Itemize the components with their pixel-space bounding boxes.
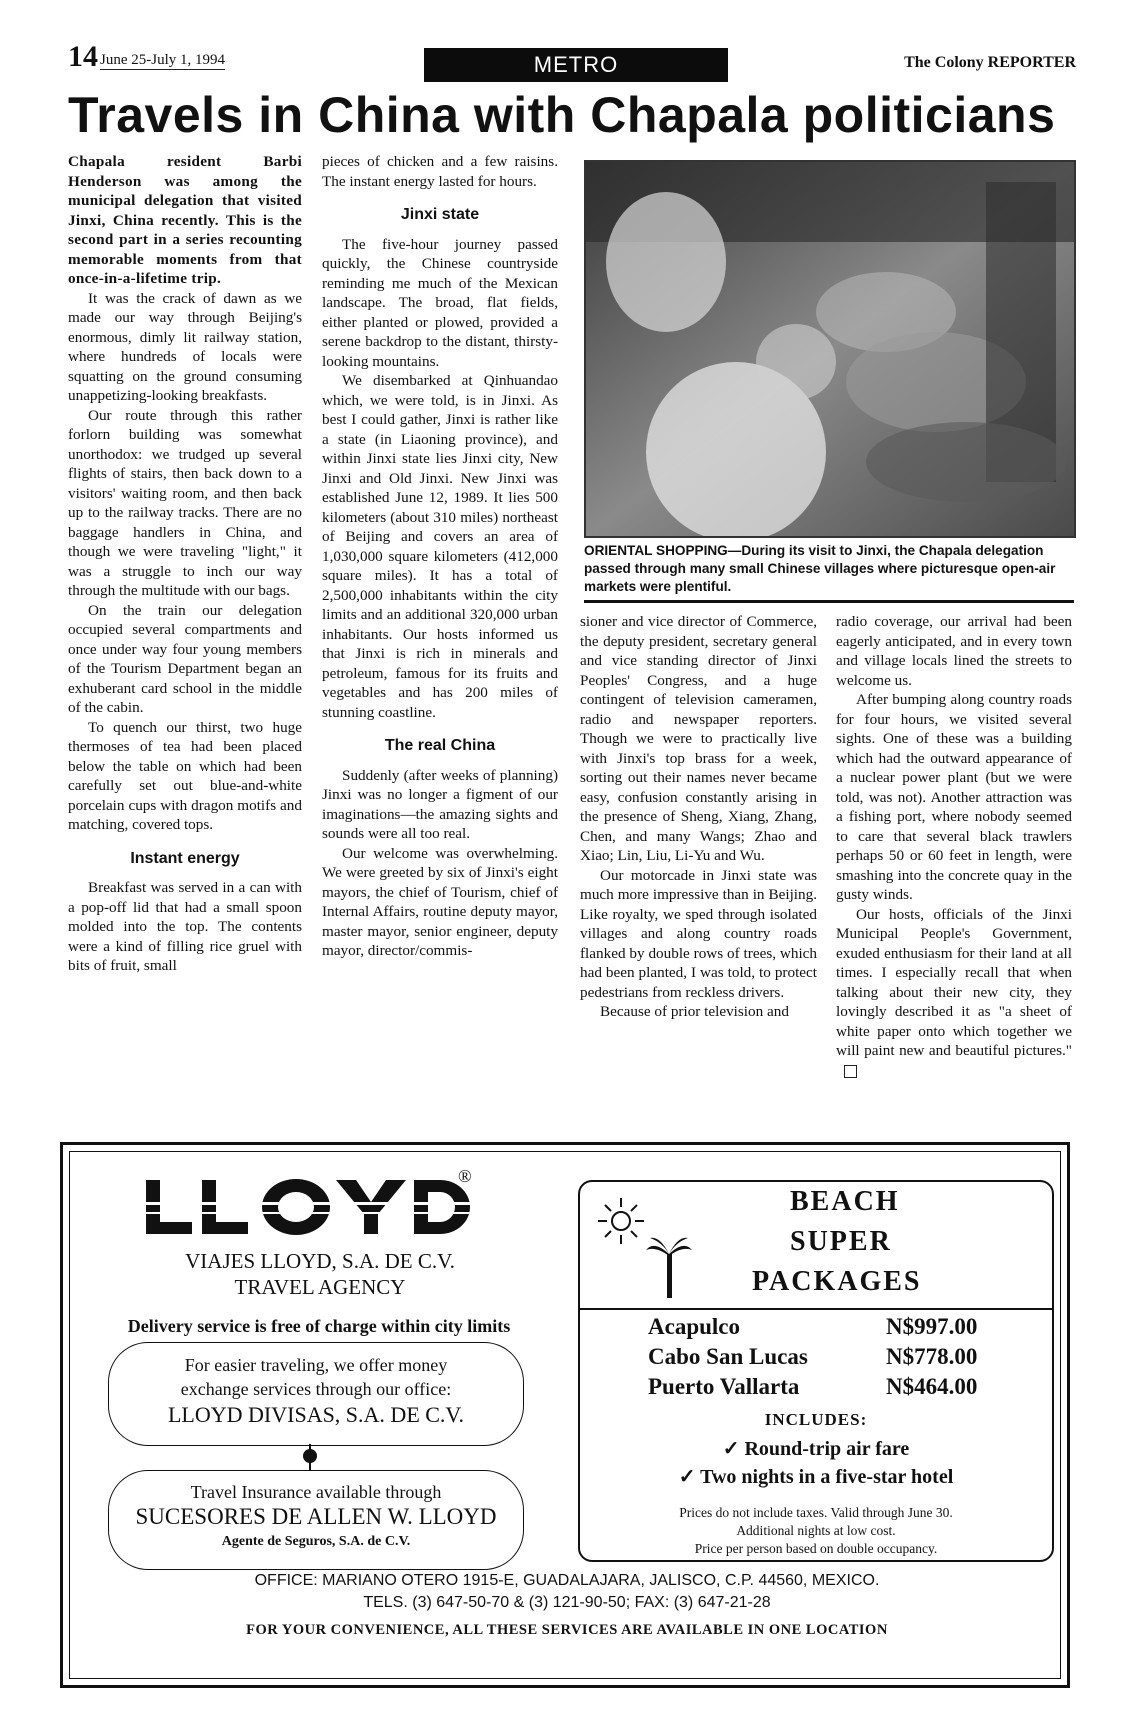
agency-name [130,1248,510,1300]
exchange-office-name: LLOYD DIVISAS, S.A. DE C.V. [167,1402,464,1427]
headline: Travels in China with Chapala politicians [68,87,1056,143]
section-label: METRO [424,48,728,82]
paragraph: Our welcome was overwhelming. We were greeted by six of Jinxi's eight mayors, the chief of Tourism, chief of Internal Affairs, routine deputy mayor, master mayor, senior engineer, deputy mayor, director/commis- [322,844,558,959]
fine-print-line: Prices do not include taxes. Valid through June 30. [679,1505,953,1520]
beach-title-line: SUPER [790,1226,892,1257]
office-contact [70,1570,1064,1614]
paragraph: Suddenly (after weeks of planning) Jinxi was no longer a figment of our imaginations—the amazing sights and sounds were all too real. [322,766,558,842]
subheading-jinxi-state: Jinxi state [400,206,480,223]
fine-print-line: Price per person based on double occupancy. [694,1541,938,1556]
delivery-note: Delivery service is free of charge within city limits [127,1316,511,1336]
beach-title-line: BEACH [790,1186,900,1217]
paragraph: pieces of chicken and a few raisins. The instant energy lasted for hours. [322,153,558,190]
beach-title-line: PACKAGES [752,1266,922,1297]
article-column-3 [580,612,817,1022]
ad-footer: FOR YOUR CONVENIENCE, ALL THESE SERVICES ARE AVAILABLE IN ONE LOCATION [246,1622,888,1638]
registered-mark: ® [458,1166,472,1186]
paragraph: After bumping along country roads for four hours, we visited several sights. One of these was a building which had the outward appearance of a nuclear power plant (but we were told, was not). Another attraction was a fishing port, where nobody seemed to care that several black trawlers perhaps 50 or 60 feet in length, were smashing into the concrete quay in the gusty winds. [836,691,1072,903]
insurance-text: Travel Insurance available through [190,1482,442,1502]
insurance-agent: Agente de Seguros, S.A. de C.V. [221,1534,411,1549]
package-destination: Puerto Vallarta [648,1374,800,1399]
article-column-1 [68,152,302,976]
sun-icon [596,1196,646,1246]
fine-print [578,1504,1054,1558]
paragraph: On the train our delegation occupied several compartments and once under way four young members of the Tourism Department began an exhuberant card school in the middle of the cabin. [68,601,302,716]
paragraph: It was the crack of dawn as we made our way through Beijing's enormous, dimly lit railway station, where hundreds of locals were squatting on the ground consuming unappetizing-looking breakfasts. [68,289,302,404]
package-destination: Acapulco [648,1314,740,1339]
paragraph: To quench our thirst, two huge thermoses of tea had been placed below the table on which had been carefully set out blue-and-white porcelain cups with dragon motifs and matching, covered tops. [68,718,302,833]
paragraph: The five-hour journey passed quickly, the Chinese countryside reminding me much of the Mexican landscape. The broad, flat fields, either planted or plowed, provided a serene backdrop to the distant, thirsty-looking mountains. [322,235,558,370]
page-number: 14 [68,40,98,73]
insurance-box [108,1470,524,1570]
exchange-text: exchange services through our office: [180,1379,452,1399]
photo-caption: ORIENTAL SHOPPING—During its visit to Jinxi, the Chapala delegation passed through many small Chinese villages where picturesque open-air markets were plentiful. [584,543,1056,594]
office-phones: TELS. (3) 647-50-70 & (3) 121-90-50; FAX: (3) 647-21-28 [363,1594,771,1611]
subheading-instant-energy: Instant energy [130,849,240,867]
paragraph: sioner and vice director of Commerce, the deputy president, secretary general and vice standing director of Jinxi Peoples' Congress, and a huge contingent of television cameramen, radio and newspaper reporters. Though we were to practically live with Jinxi's top brass for a week, sorting out their names never became easy, confusion constantly arising in the presence of Sheng, Xiang, Zhang, Chen, and many Wangs; Zhao and Xiao; Lin, Liu, Li-Yu and Wu. [580,613,817,864]
package-price: N$778.00 [886,1344,978,1369]
paragraph: Our route through this rather forlorn building was somewhat unorthodox: we trudged up several flights of stairs, then back down to a visitors' waiting room, and then back up to the railway tracks. There are no baggage handlers in China, and though we were traveling "light," it was a struggle to inch our way through the multitude with our bags. [68,406,302,599]
market-photo [584,160,1076,538]
agency-name-line: VIAJES LLOYD, S.A. DE C.V. [185,1249,455,1273]
subheading-real-china: The real China [384,737,496,754]
included-item: ✓ Two nights in a five-star hotel [678,1466,954,1488]
office-address: OFFICE: MARIANO OTERO 1915-E, GUADALAJARA, JALISCO, C.P. 44560, MEXICO. [254,1572,880,1589]
paragraph: radio coverage, our arrival had been eagerly anticipated, and in every town and village locals lined the streets to welcome us. [836,613,1072,689]
includes-label: INCLUDES: [764,1410,868,1429]
included-item: ✓ Round-trip air fare [722,1438,910,1460]
paragraph-text: Our hosts, officials of the Jinxi Municipal People's Government, exuded enthusiasm for their land at all times. I especially recall that when talking about their new city, they lovingly described it as "a sheet of white paper onto which together we will paint new and beautiful pictures." [836,905,1072,1059]
article-column-4 [836,612,1072,1080]
package-price: N$464.00 [886,1374,978,1399]
caption-rule [584,600,1074,603]
paragraph: Breakfast was served in a can with a pop-off lid that had a small spoon molded into the top. The contents were a kind of filling rice gruel with bits of fruit, small [68,879,302,974]
lloyd-logo [146,1172,476,1242]
money-exchange-box [108,1342,524,1446]
article-lead: Chapala resident Barbi Henderson was among the municipal delegation that visited Jinxi, China recently. This is the second part in a series recounting memorable moments from that once-in-a-lifetime trip. [68,153,302,287]
paragraph: We disembarked at Qinhuandao which, we were told, is in Jinxi. As best I could gather, Jinxi is rather like a state (in Liaoning province), and within Jinxi state lies Jinxi city, New Jinxi and Old Jinxi. New Jinxi was established June 12, 1989. It lies 500 kilometers (about 310 miles) northeast of Beijing and covers an area of 1,030,000 square kilometers (412,000 square miles). It has a total of 2,500,000 inhabitants within the city limits and an additional 320,000 urban inhabitants. Our hosts informed us that Jinxi is rich in minerals and petroleum, famous for its fruits and vegetables and has 200 miles of stunning coastline. [322,372,558,721]
package-destination: Cabo San Lucas [648,1344,808,1369]
paragraph: Our motorcade in Jinxi state was much more impressive than in Beijing. Like royalty, we sped through isolated villages and along country roads flanked by double rows of trees, which had been planted, I was told, to protect pedestrians from reckless drivers. [580,866,817,1001]
end-mark-icon [844,1065,857,1078]
agency-type: TRAVEL AGENCY [234,1275,406,1299]
connector-pin-icon [302,1444,318,1470]
photo-image [586,162,1074,536]
palm-tree-icon [646,1236,692,1298]
package-price: N$997.00 [886,1314,978,1339]
beach-divider [578,1308,1054,1310]
paper-name: The Colony REPORTER [904,54,1076,71]
insurance-company: SUCESORES DE ALLEN W. LLOYD [135,1504,497,1529]
paragraph: Because of prior television and [600,1003,789,1020]
article-column-2 [322,152,558,961]
paragraph [836,905,1072,1081]
issue-date: June 25-July 1, 1994 [100,52,225,68]
exchange-text: For easier traveling, we offer money [184,1355,448,1375]
fine-print-line: Additional nights at low cost. [736,1523,896,1538]
